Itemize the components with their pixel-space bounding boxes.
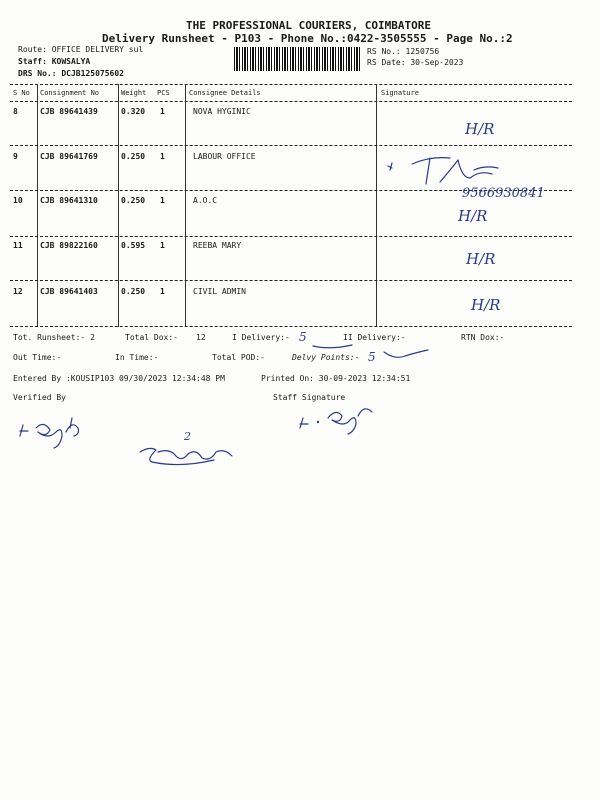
cell-weight: 0.595 <box>121 241 146 250</box>
in-time-label: In Time:- <box>115 353 159 362</box>
rs-date: RS Date: 30-Sep-2023 <box>367 58 464 67</box>
i-delivery-label: I Delivery:- <box>232 333 290 342</box>
ii-delivery-label: II Delivery:- <box>343 333 406 342</box>
cell-pcs: 1 <box>160 287 165 296</box>
cell-consignee: NOVA HYGINIC <box>193 107 251 116</box>
centre-signature <box>140 430 232 465</box>
col-consignee: Consignee Details <box>189 89 261 97</box>
cell-sno: 11 <box>13 241 23 250</box>
cell-sno: 12 <box>13 287 23 296</box>
verified-signature <box>20 418 79 448</box>
cell-weight: 0.250 <box>121 287 146 296</box>
delvy-points-mark: 5 <box>368 350 376 364</box>
row9-signature <box>388 158 498 184</box>
col-weight: Weight <box>121 89 147 97</box>
cell-sno: 8 <box>13 107 18 116</box>
total-pod-label: Total POD:- <box>212 353 265 362</box>
delvy-points-label: Delvy Points:- <box>292 353 360 362</box>
cell-consignment: CJB 89641310 <box>40 196 98 205</box>
route-label: Route: OFFICE DELIVERY sul <box>18 45 144 54</box>
cell-consignee: A.O.C <box>193 196 218 205</box>
cell-pcs: 1 <box>160 241 165 250</box>
hr-mark: H/R <box>471 296 501 314</box>
cell-pcs: 1 <box>160 152 165 161</box>
col-consignment: Consignment No <box>40 89 100 97</box>
total-dox-label: Total Dox:- <box>125 333 178 342</box>
hr-mark: H/R <box>466 250 496 268</box>
phone-handwritten: 9566930841 <box>462 186 545 201</box>
cell-consignment: CJB 89641769 <box>40 152 98 161</box>
rtn-dox-label: RTN Dox:- <box>461 333 505 342</box>
cell-consignee: LABOUR OFFICE <box>193 152 256 161</box>
total-dox-value: 12 <box>196 333 206 342</box>
cell-pcs: 1 <box>160 196 165 205</box>
cell-weight: 0.320 <box>121 107 146 116</box>
printed-on: Printed On: 30-09-2023 12:34:51 <box>261 374 411 383</box>
staff-label: Staff: KOWSALYA <box>18 57 91 66</box>
col-signature: Signature <box>381 89 419 97</box>
cell-sno: 10 <box>13 196 23 205</box>
staff-signature-label: Staff Signature <box>273 393 346 402</box>
col-pcs: PCS <box>157 89 170 97</box>
runsheet-subtitle: Delivery Runsheet - P103 - Phone No.:0422-3505555 - Page No.:2 <box>102 32 513 45</box>
staff-signature <box>300 409 372 434</box>
company-title: THE PROFESSIONAL COURIERS, COIMBATORE <box>186 19 432 32</box>
cell-consignment: CJB 89641403 <box>40 287 98 296</box>
verified-by-label: Verified By <box>13 393 66 402</box>
entered-by: Entered By :KOUSIP103 09/30/2023 12:34:48 PM <box>13 374 225 383</box>
rs-number: RS No.: 1250756 <box>367 47 440 56</box>
cell-consignee: CIVIL ADMIN <box>193 287 246 296</box>
i-delivery-underline <box>313 345 352 348</box>
out-time-label: Out Time:- <box>13 353 62 362</box>
cell-consignment: CJB 89822160 <box>40 241 98 250</box>
cell-weight: 0.250 <box>121 152 146 161</box>
sub-mark: 2 <box>184 430 191 443</box>
hr-mark: H/R <box>465 120 495 138</box>
i-delivery-mark: 5 <box>299 330 307 344</box>
drs-number: DRS No.: DCJB125075602 <box>18 69 124 78</box>
tot-runsheet: Tot. Runsheet:- 2 <box>13 333 95 342</box>
delvy-points-swish <box>384 350 428 357</box>
cell-consignment: CJB 89641439 <box>40 107 98 116</box>
cell-consignee: REEBA MARY <box>193 241 242 250</box>
cell-weight: 0.250 <box>121 196 146 205</box>
hr-mark: H/R <box>458 207 488 225</box>
cell-sno: 9 <box>13 152 18 161</box>
col-sno: S No <box>13 89 30 97</box>
cell-pcs: 1 <box>160 107 165 116</box>
